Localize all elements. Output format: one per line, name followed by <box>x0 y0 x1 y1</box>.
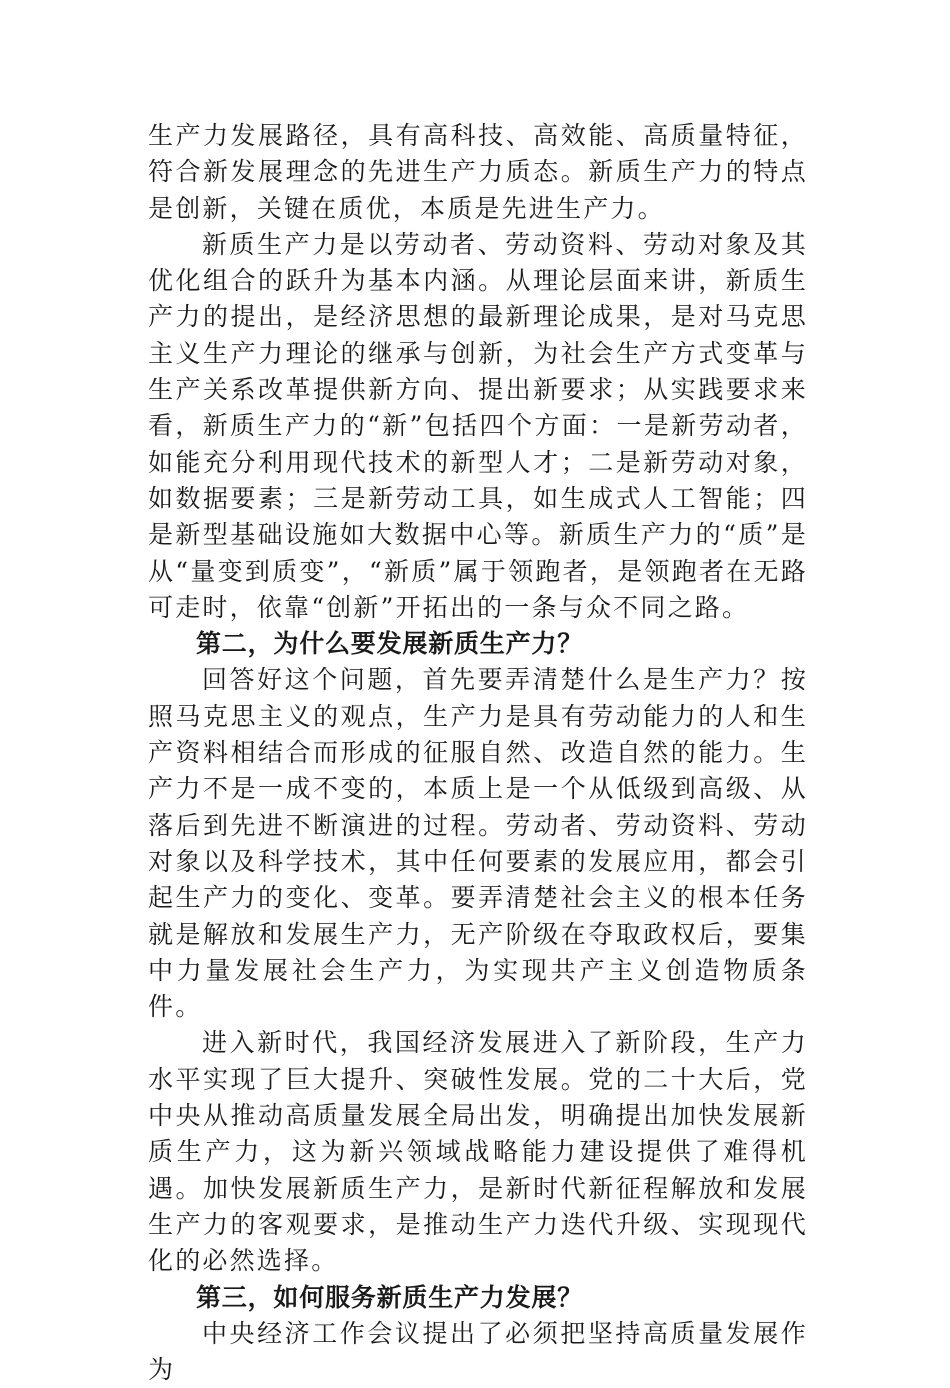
paragraph-new-era: 进入新时代，我国经济发展进入了新阶段，生产力水平实现了巨大提升、突破性发展。党的二十大后，党中央从推动高质量发展全局出发，明确提出加快发展新质生产力，这为新兴领域战略能力建设提供了难得机遇。加快发展新质生产力，是新时代新征程解放和发展生产力的客观要求，是推动生产力迭代升级、实现现代化的必然选择。 <box>148 1028 808 1276</box>
section-heading-2: 第二，为什么要发展新质生产力？ <box>196 629 584 659</box>
section-heading-3: 第三，如何服务新质生产力发展？ <box>196 1282 584 1312</box>
paragraph-continuation: 生产力发展路径，具有高科技、高效能、高质量特征，符合新发展理念的先进生产力质态。新质生产力的特点是创新，关键在质优，本质是先进生产力。 <box>148 121 808 223</box>
paragraph-connotation: 新质生产力是以劳动者、劳动资料、劳动对象及其优化组合的跃升为基本内涵。从理论层面来讲，新质生产力的提出，是经济思想的最新理论成果，是对马克思主义生产力理论的继承与创新，为社会生产方式变革与生产关系改革提供新方向、提出新要求；从实践要求来看，新质生产力的“新”包括四个方面：一是新劳动者，如能充分利用现代技术的新型人才；二是新劳动对象，如数据要素；三是新劳动工具，如生成式人工智能；四是新型基础设施如大数据中心等。新质生产力的“质”是从“量变到质变”，“新质”属于领跑者，是领跑者在无路可走时，依靠“创新”开拓出的一条与众不同之路。 <box>148 229 808 622</box>
paragraph-economic-conference: 中央经济工作会议提出了必须把坚持高质量发展作为 <box>148 1318 808 1385</box>
document-page <box>148 118 808 1388</box>
paragraph-what-is-productivity: 回答好这个问题，首先要弄清楚什么是生产力？按照马克思主义的观点，生产力是具有劳动能力的人和生产资料相结合而形成的征服自然、改造自然的能力。生产力不是一成不变的，本质上是一个从低级到高级、从落后到先进不断演进的过程。劳动者、劳动资料、劳动对象以及科学技术，其中任何要素的发展应用，都会引起生产力的变化、变革。要弄清楚社会主义的根本任务就是解放和发展生产力，无产阶级在夺取政权后，要集中力量发展社会生产力，为实现共产主义创造物质条件。 <box>148 665 808 1022</box>
